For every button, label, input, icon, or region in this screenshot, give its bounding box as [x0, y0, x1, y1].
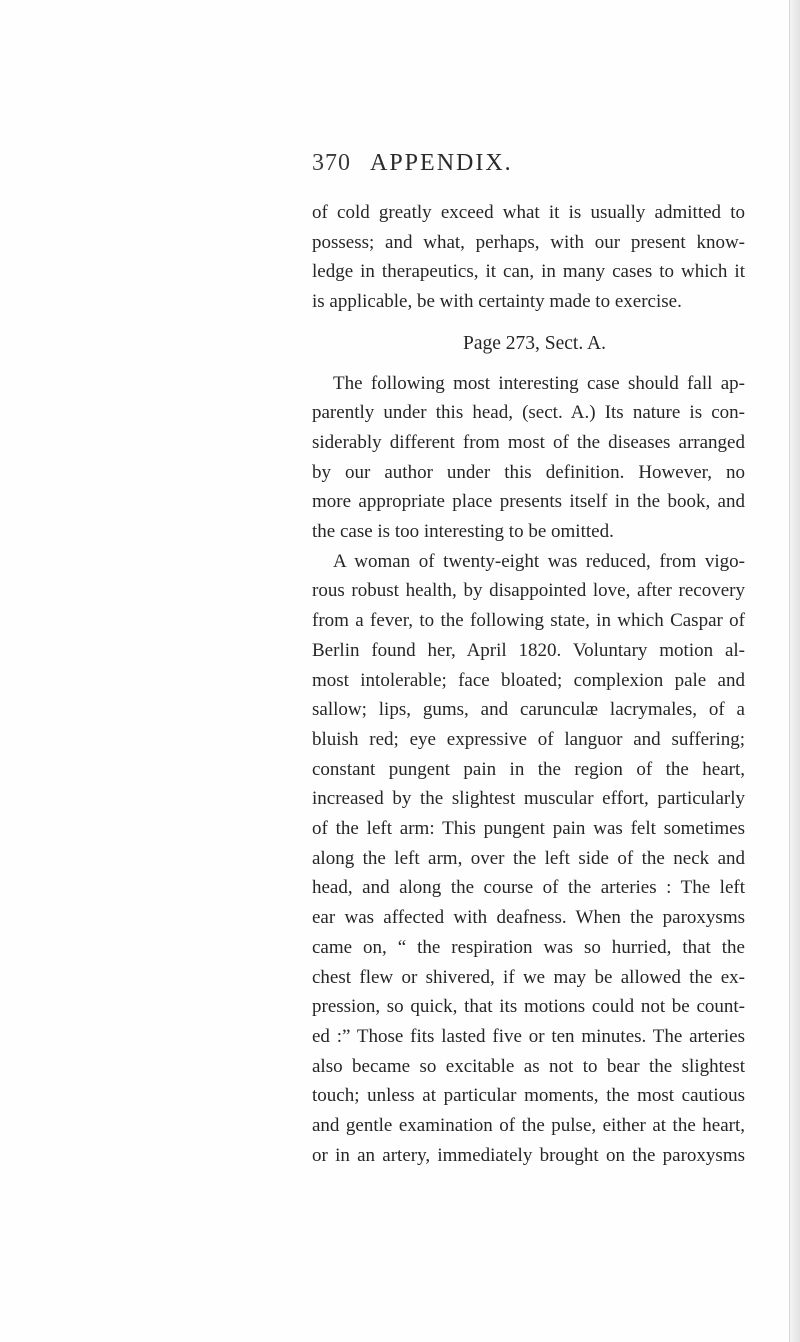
running-head: APPENDIX.	[370, 150, 513, 176]
text-line: bluish red; eye expressive of languor and suffering;	[312, 728, 745, 750]
text-line: A woman of twenty-eight was reduced, from vigo-	[333, 550, 745, 572]
text-line: siderably different from most of the diseases arranged	[312, 431, 745, 453]
text-line: chest flew or shivered, if we may be allowed the ex-	[312, 966, 745, 988]
text-line: pression, so quick, that its motions could not be count-	[312, 996, 745, 1018]
text-line: is applicable, be with certainty made to exercise.	[312, 291, 682, 313]
text-line: increased by the slightest muscular effort, particularly	[312, 788, 745, 810]
text-line: more appropriate place presents itself in the book, and	[312, 491, 745, 513]
text-line: by our author under this definition. However, no	[312, 461, 745, 483]
section-reference: Page 273, Sect. A.	[463, 332, 606, 354]
paragraph-2	[312, 369, 745, 547]
paragraph-1	[312, 198, 745, 317]
text-line: ledge in therapeutics, it can, in many cases to which it	[312, 261, 745, 283]
page-edge	[789, 0, 800, 1342]
text-line: ear was affected with deafness. When the paroxysms	[312, 907, 745, 929]
text-line: and gentle examination of the pulse, either at the heart,	[312, 1115, 745, 1137]
text-line: of cold greatly exceed what it is usually admitted to	[312, 202, 745, 223]
text-line: or in an artery, immediately brought on the paroxysms	[312, 1144, 745, 1166]
text-line: ed :” Those fits lasted five or ten minutes. The arteries	[312, 1025, 745, 1047]
text-line: parently under this head, (sect. A.) Its nature is con-	[312, 402, 745, 424]
paragraph-3	[312, 547, 745, 1171]
text-line: sallow; lips, gums, and carunculæ lacrymales, of a	[312, 699, 745, 721]
text-line: from a fever, to the following state, in which Caspar of	[312, 610, 745, 632]
text-line: rous robust health, by disappointed love, after recovery	[312, 580, 745, 602]
page-number: 370	[312, 150, 351, 176]
text-line: head, and along the course of the arteries : The left	[312, 877, 745, 899]
text-line: also became so excitable as not to bear the slightest	[312, 1055, 745, 1077]
text-line: constant pungent pain in the region of the heart,	[312, 758, 745, 780]
text-line: along the left arm, over the left side of the neck and	[312, 847, 745, 869]
text-line: touch; unless at particular moments, the most cautious	[312, 1085, 745, 1107]
text-line: the case is too interesting to be omitted.	[312, 521, 614, 543]
text-line: most intolerable; face bloated; complexion pale and	[312, 669, 745, 691]
text-line: came on, “ the respiration was so hurried, that the	[312, 936, 745, 958]
text-line: of the left arm: This pungent pain was felt sometimes	[312, 818, 745, 840]
text-line: possess; and what, perhaps, with our present know-	[312, 231, 745, 253]
text-line: The following most interesting case should fall ap-	[333, 372, 745, 394]
body-text	[312, 198, 745, 1171]
text-line: Berlin found her, April 1820. Voluntary motion al-	[312, 639, 745, 661]
